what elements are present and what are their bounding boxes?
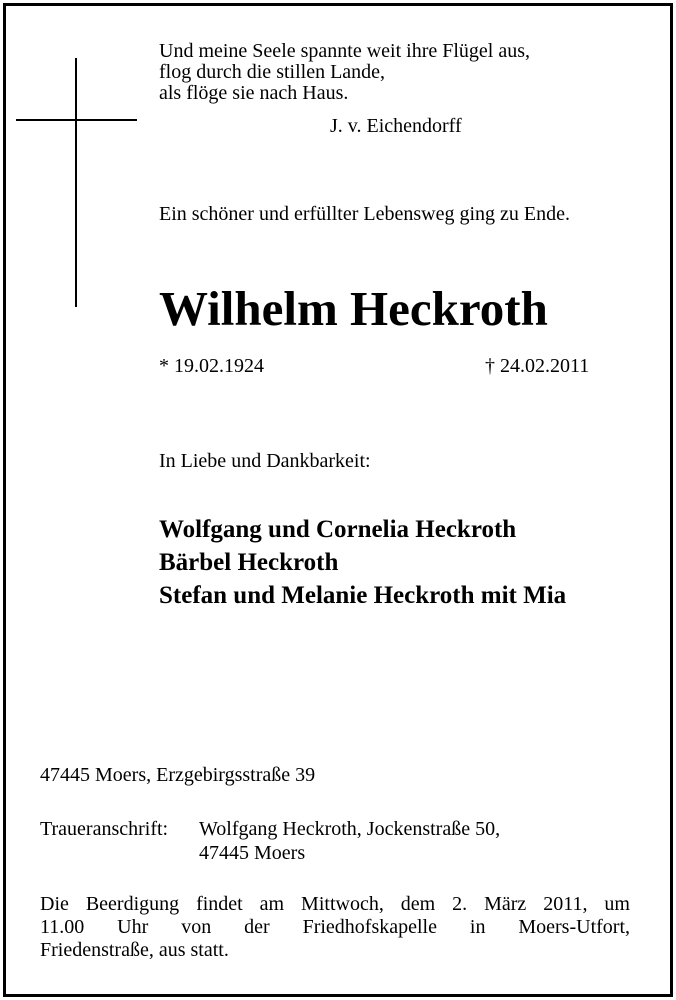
mourning-address-line: 47445 Moers <box>199 842 306 864</box>
death-date: † 24.02.2011 <box>485 355 590 377</box>
mourning-address-label: Traueranschrift: <box>40 818 169 840</box>
gratitude-text: In Liebe und Dankbarkeit: <box>159 450 371 472</box>
poem-line: flog durch die stillen Lande, <box>159 61 386 83</box>
cross-horizontal-bar <box>16 119 137 121</box>
home-address: 47445 Moers, Erzgebirgsstraße 39 <box>40 764 316 786</box>
birth-date: * 19.02.1924 <box>159 355 264 377</box>
obituary-frame <box>3 3 673 997</box>
poem <box>159 41 530 104</box>
poem-line: Und meine Seele spannte weit ihre Flügel aus, <box>159 40 531 62</box>
intro-text: Ein schöner und erfüllter Lebensweg ging zu Ende. <box>159 203 570 225</box>
funeral-notice <box>40 893 630 962</box>
mourners-list <box>159 513 566 612</box>
mourning-address-line: Wolfgang Heckroth, Jockenstraße 50, <box>199 818 501 840</box>
poem-author: J. v. Eichendorff <box>330 115 462 137</box>
cross-vertical-bar <box>75 58 77 307</box>
mourner-name: Stefan und Melanie Heckroth mit Mia <box>159 582 567 609</box>
poem-line: als flöge sie nach Haus. <box>159 82 349 104</box>
funeral-line: Friedenstraße, aus statt. <box>40 939 229 961</box>
deceased-name: Wilhelm Heckroth <box>159 281 548 336</box>
mourner-name: Wolfgang und Cornelia Heckroth <box>159 516 517 543</box>
funeral-line: 11.00 Uhr von der Friedhofskapelle in Moers-Utfort, <box>40 916 630 938</box>
funeral-line: Die Beerdigung findet am Mittwoch, dem 2. März 2011, um <box>40 893 630 915</box>
mourner-name: Bärbel Heckroth <box>159 549 339 576</box>
